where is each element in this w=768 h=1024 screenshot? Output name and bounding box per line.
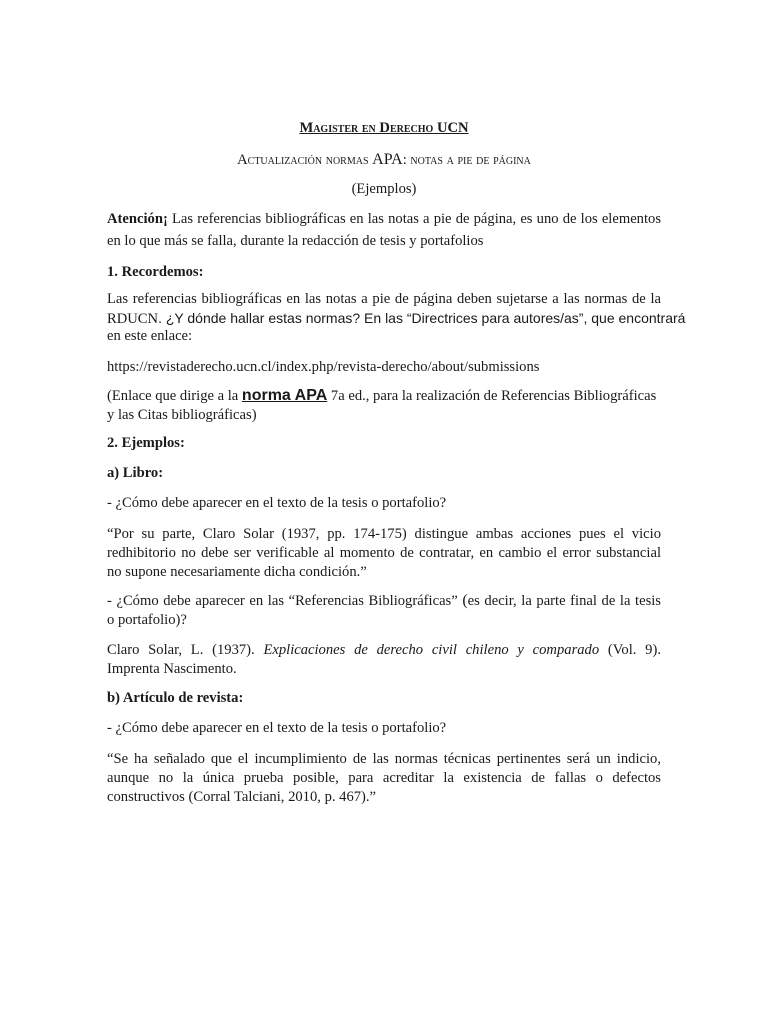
document-subtitle <box>107 151 661 169</box>
section-heading-ejemplos: 2. Ejemplos: <box>107 435 185 451</box>
apa-note-post: 7a ed., para la realización de Referencias Bibliográficas <box>327 388 657 404</box>
articulo-quote-line-2: aunque no la única prueba posible, para acreditar la existencia de fallas o defectos <box>107 770 661 786</box>
libro-reference-title: Explicaciones de derecho civil chileno y comparado <box>263 642 600 658</box>
libro-heading: a) Libro: <box>107 465 164 481</box>
libro-reference-line-2: Imprenta Nascimento. <box>107 661 237 677</box>
norma-apa-link[interactable]: norma APA <box>241 387 328 404</box>
rducn-text: RDUCN <box>107 311 159 327</box>
articulo-heading: b) Artículo de revista: <box>107 690 244 706</box>
section1-line-1: Las referencias bibliográficas en las notas a pie de página deben sujetarse a las normas de la <box>107 291 661 307</box>
document-title: Magister en Derecho UCN <box>299 120 469 136</box>
articulo-quote-line-1: “Se ha señalado que el incumplimiento de las normas técnicas pertinentes será un indicio, <box>107 751 661 767</box>
section1-line-3: en este enlace: <box>107 328 193 344</box>
attention-text: Las referencias bibliográficas en las notas a pie de página, es uno de los elementos <box>172 211 661 227</box>
libro-reference-post: (Vol. 9). <box>599 642 661 658</box>
apa-note-pre: (Enlace que dirige a la <box>107 388 242 404</box>
attention-line-1 <box>107 210 661 228</box>
articulo-question-1: - ¿Cómo debe aparecer en el texto de la tesis o portafolio? <box>107 720 447 736</box>
section-heading-recordemos: 1. Recordemos: <box>107 264 204 280</box>
subtitle-text-post: : notas a pie de página <box>402 152 531 168</box>
submissions-url[interactable]: https://revistaderecho.ucn.cl/index.php/revista-derecho/about/submissions <box>107 359 540 375</box>
attention-mark: ¡ <box>162 211 168 227</box>
libro-question-2-line-2: o portafolio)? <box>107 612 187 628</box>
libro-question-2-pre: - ¿Cómo debe aparecer en las “Referencias Bibliográficas” <box>107 593 463 609</box>
attention-label: Atención <box>107 211 163 227</box>
articulo-quote-line-3: constructivos (Corral Talciani, 2010, p. 467).” <box>107 789 377 805</box>
libro-question-2-paren: ( <box>462 592 468 609</box>
libro-quote-line-1: “Por su parte, Claro Solar (1937, pp. 174-175) distingue ambas acciones pues el vicio <box>107 526 661 542</box>
subtitle-apa: APA <box>372 151 403 168</box>
libro-question-2-post: es decir, la parte final de la tesis <box>467 593 661 609</box>
libro-question-1: - ¿Cómo debe aparecer en el texto de la tesis o portafolio? <box>107 495 447 511</box>
libro-reference-pre: Claro Solar, L. (1937). <box>107 642 264 658</box>
examples-label: (Ejemplos) <box>351 181 417 197</box>
libro-reference-line-1 <box>107 641 661 659</box>
directrices-text: . ¿Y dónde hallar estas normas? En las “Directrices para autores/as”, que encontrará <box>158 310 686 326</box>
libro-quote-line-3: no supone necesariamente dicha condición.” <box>107 564 367 580</box>
attention-line-2: en lo que más se falla, durante la redacción de tesis y portafolios <box>107 233 484 249</box>
subtitle-text-pre: Actualización normas <box>237 152 373 168</box>
section1-line-2 <box>107 309 686 328</box>
apa-note-line-2: y las Citas bibliográficas) <box>107 407 257 423</box>
libro-quote-line-2: redhibitorio no debe ser verificable al momento de contratar, en cambio el error substancial <box>107 545 661 561</box>
libro-question-2-line-1 <box>107 592 661 610</box>
apa-note-line-1 <box>107 387 661 405</box>
